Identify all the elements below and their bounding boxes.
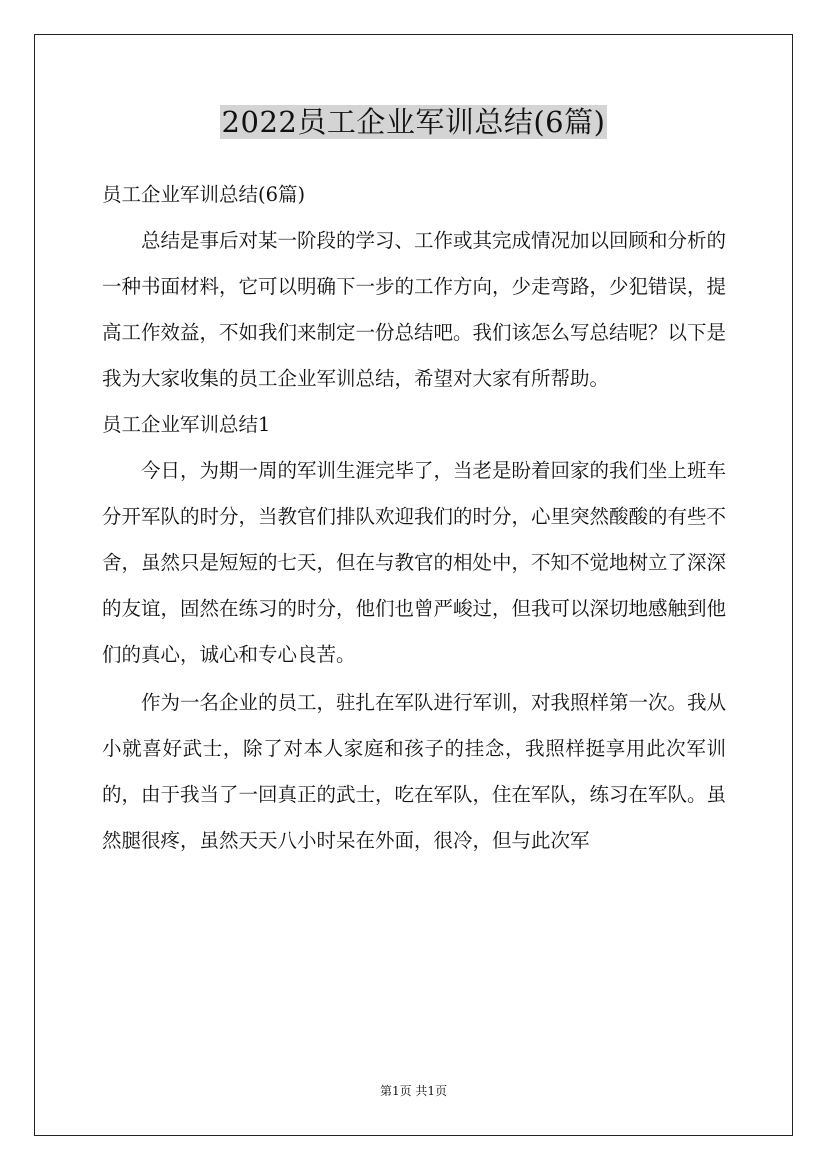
- body-paragraph: 总结是事后对某一阶段的学习、工作或其完成情况加以回顾和分析的一种书面材料，它可以明确下一步的工作方向，少走弯路，少犯错误，提高工作效益，不如我们来制定一份总结吧。我们该怎么写总结呢？以下是我为大家收集的员工企业军训总结，希望对大家有所帮助。: [102, 229, 727, 390]
- page-footer: 第1页 共1页: [379, 1084, 448, 1098]
- body-paragraph: 作为一名企业的员工，驻扎在军队进行军训，对我照样第一次。我从小就喜好武士，除了对本人家庭和孩子的挂念，我照样挺享用此次军训的，由于我当了一回真正的武士，吃在军队，住在军队，练习在军队。虽然腿很疼，虽然天天八小时呆在外面，很冷，但与此次军: [102, 691, 727, 852]
- document-title: [0, 100, 827, 144]
- body-paragraph: 今日，为期一周的军训生涯完毕了，当老是盼着回家的我们坐上班车分开军队的时分，当教官们排队欢迎我们的时分，心里突然酸酸的有些不舍，虽然只是短短的七天，但在与教官的相处中，不知不觉地树立了深深的友谊，固然在练习的时分，他们也曾严峻过，但我可以深切地感触到他们的真心，诚心和专心良苦。: [102, 459, 727, 666]
- document-title-text: 2022员工企业军训总结(6篇): [221, 105, 606, 139]
- document-body: [102, 172, 726, 864]
- section-heading: 员工企业军训总结1: [102, 413, 271, 436]
- section-heading: 员工企业军训总结(6篇): [102, 183, 306, 206]
